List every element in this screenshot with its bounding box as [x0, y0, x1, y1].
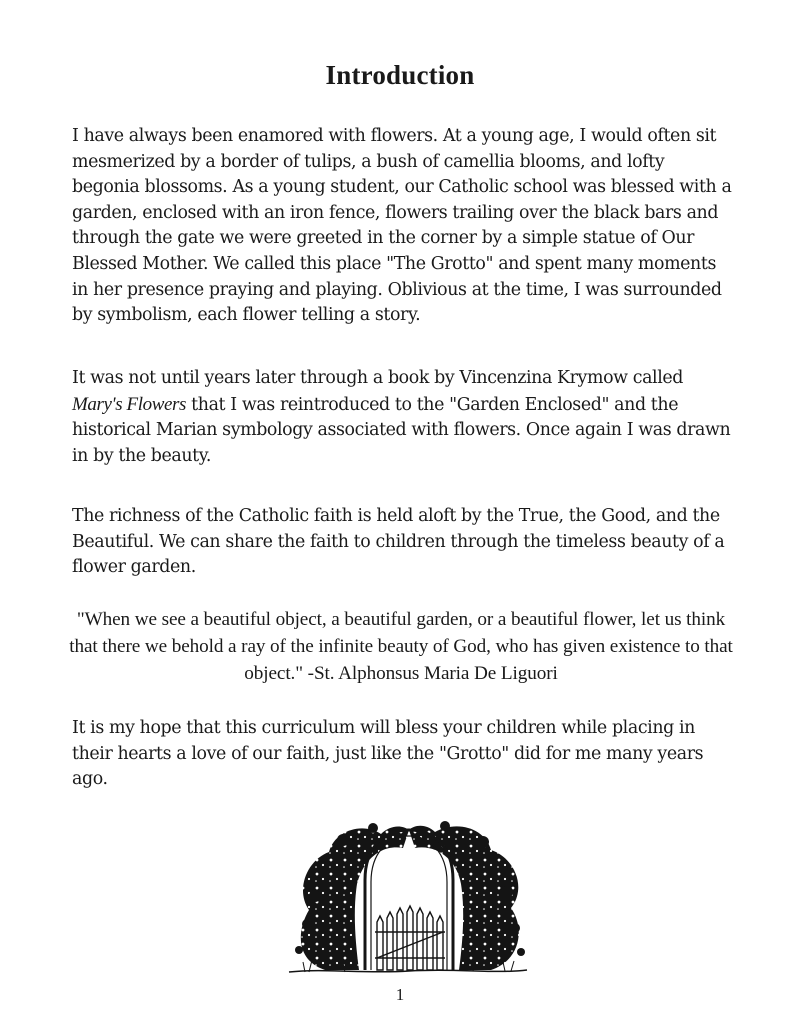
paragraph-2-text-end: that I was reintroduced to the "Garden Enclosed" and the historical Marian symbology associated with flowers. Once again I was drawn in by the beauty.: [72, 394, 731, 466]
picket-gate: [375, 906, 445, 970]
intro-paragraph-4: It is my hope that this curriculum will bless your children while placing in their hearts a love of our faith, just like the "Grotto" did for me many years ago.: [72, 718, 704, 790]
intro-paragraph-1: I have always been enamored with flowers. At a young age, I would often sit mesmerized by a border of tulips, a bush of camellia blooms, and lofty begonia blossoms. As a young student, our Catholic school was blessed with a garden, enclosed with an iron fence, flowers trailing over the black bars and through the gate we were greeted in the corner by a simple statue of Our Blessed Mother. We called this place "The Grotto" and spent many moments in her presence praying and playing. Oblivious at the time, I was surrounded by symbolism, each flower telling a story.: [72, 126, 732, 326]
liguori-quote: "When we see a beautiful object, a beautiful garden, or a beautiful flower, let us think that there we behold a ray of the infinite beauty of God, who has given existence to that object." -St. Alphonsus Maria De Liguori: [69, 609, 733, 684]
paragraph-2-text-start: It was not until years later through a book by Vincenzina Krymow called: [72, 368, 684, 388]
intro-paragraph-2: [72, 366, 732, 469]
page-title: Introduction: [325, 60, 475, 90]
page-number: 1: [395, 985, 405, 1004]
right-foliage: [409, 826, 519, 970]
book-title: Mary's Flowers: [72, 393, 187, 415]
intro-paragraph-3: The richness of the Catholic faith is held aloft by the True, the Good, and the Beautiful. We can share the faith to children through the timeless beauty of a flower garden.: [72, 506, 725, 578]
garden-gate-illustration: [285, 800, 531, 980]
